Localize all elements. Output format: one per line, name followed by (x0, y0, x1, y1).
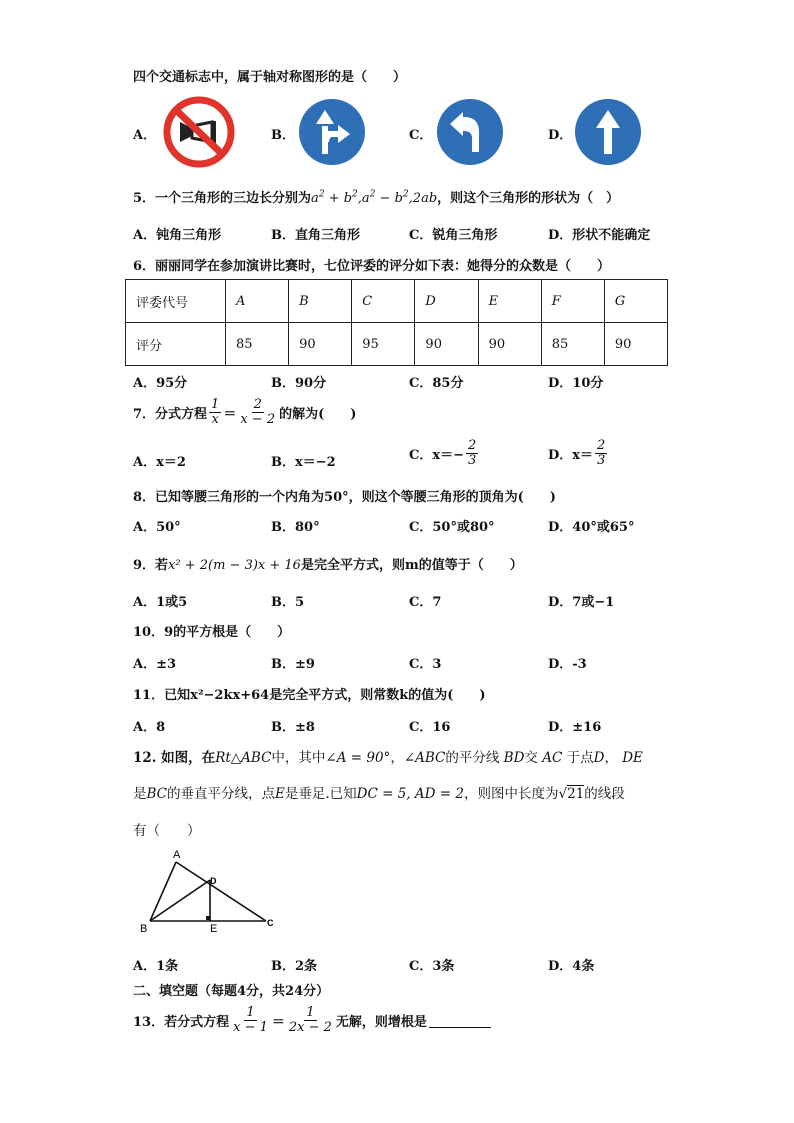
q10-stem: 10．9的平方根是（ ） (133, 625, 291, 640)
q9-stem: 9．若x² + 2(m − 3)x + 16是完全平方式，则m的值等于（ ） (133, 558, 523, 573)
no-horn-sign-icon (162, 96, 236, 168)
score-cell: 90 (604, 323, 667, 366)
q11-option-a: A．8 (133, 720, 166, 735)
judge-code: C (352, 280, 415, 323)
judge-code: D (415, 280, 478, 323)
q7-stem: 7．分式方程 $\frac{1}{x}$ ＝ $\frac{2}{x - 2}$ 的解为( ) (133, 397, 357, 427)
q12-stem-line-3: 有（ ） (133, 823, 201, 839)
straight-ahead-sign-icon (574, 98, 642, 166)
q10-option-d: D．-3 (548, 657, 587, 672)
q8-option-b: B．80° (271, 520, 320, 535)
q9-option-c: C．7 (409, 595, 442, 610)
q12-option-b: B．2条 (271, 959, 318, 974)
q7-option-c: C．x＝− $\frac{2}{3}$ (409, 438, 477, 468)
table-row (126, 280, 668, 323)
judge-code: B (289, 280, 352, 323)
q12-option-a: A．1条 (133, 959, 179, 974)
q9-option-d: D．7或−1 (548, 595, 615, 610)
q6-option-d: D．10分 (548, 376, 604, 391)
q6-option-c: C．85分 (409, 376, 464, 391)
score-table (125, 279, 668, 366)
q12-option-c: C．3条 (409, 959, 455, 974)
vertex-label-e: E (210, 923, 218, 935)
judge-code: G (604, 280, 667, 323)
table-row-label: 评分 (126, 323, 226, 366)
judge-code: F (541, 280, 604, 323)
judge-code: E (478, 280, 541, 323)
q8-stem: 8．已知等腰三角形的一个内角为50°，则这个等腰三角形的顶角为( ) (133, 490, 556, 505)
vertex-label-c: C (267, 918, 274, 928)
q8-option-a: A．50° (133, 520, 181, 535)
q5-option-c: C．锐角三角形 (409, 228, 498, 243)
q4-option-c: C． (409, 128, 433, 143)
score-cell: 85 (541, 323, 604, 366)
table-row (126, 323, 668, 366)
q11-option-d: D．±16 (548, 720, 602, 735)
q7-option-d: D．x＝ $\frac{2}{3}$ (548, 438, 606, 468)
q6-stem: 6．丽丽同学在参加演讲比赛时，七位评委的评分如下表：她得分的众数是（ ） (133, 259, 611, 274)
q7-option-a: A．x＝2 (133, 455, 186, 470)
answer-blank[interactable] (429, 1013, 491, 1028)
left-turn-sign-icon (436, 98, 504, 166)
score-cell: 90 (478, 323, 541, 366)
score-cell: 90 (289, 323, 352, 366)
q4-option-b: B． (271, 128, 295, 143)
straight-or-right-turn-sign-icon (298, 98, 366, 166)
q11-option-b: B．±8 (271, 720, 315, 735)
judge-code: A (226, 280, 289, 323)
q4-option-a: A． (133, 128, 157, 143)
q11-stem: 11．已知x²−2kx+64是完全平方式，则常数k的值为( ) (133, 688, 486, 703)
triangle-figure (133, 846, 283, 936)
q7-option-b: B．x＝−2 (271, 455, 336, 470)
score-cell: 90 (415, 323, 478, 366)
vertex-label-b: B (140, 923, 148, 935)
q11-option-c: C．16 (409, 720, 451, 735)
q9-option-a: A．1或5 (133, 595, 188, 610)
q5-stem: 5．一个三角形的三边长分别为$a^2 + b^2,a^2 - b^2,2ab$，则这个三角形的形状为（ ） (133, 189, 620, 206)
vertex-label-a: A (173, 849, 181, 861)
q10-option-b: B．±9 (271, 657, 315, 672)
q4-option-d: D． (548, 128, 573, 143)
q10-option-a: A．±3 (133, 657, 177, 672)
q5-option-a: A．钝角三角形 (133, 228, 222, 243)
q12-stem-line-1: 12. 如图，在Rt△ABC中，其中∠A = 90°，∠ABC的平分线 BD交 AC 于点D， DE (133, 750, 643, 766)
q4-stem: 四个交通标志中，属于轴对称图形的是（ ） (133, 70, 407, 85)
q5-option-d: D．形状不能确定 (548, 228, 651, 243)
q13-stem: 13．若分式方程 $\frac{1}{x - 1}$ ＝ $\frac{1}{2x - 2}$ 无解，则增根是 (133, 1006, 491, 1034)
q8-option-c: C．50°或80° (409, 520, 495, 535)
q6-option-b: B．90分 (271, 376, 327, 391)
score-cell: 95 (352, 323, 415, 366)
score-cell: 85 (226, 323, 289, 366)
q10-option-c: C．3 (409, 657, 442, 672)
q8-option-d: D．40°或65° (548, 520, 635, 535)
q9-option-b: B．5 (271, 595, 305, 610)
table-header-label: 评委代号 (126, 280, 226, 323)
q6-option-a: A．95分 (133, 376, 188, 391)
q12-option-d: D．4条 (548, 959, 595, 974)
vertex-label-d: D (210, 876, 217, 886)
q5-option-b: B．直角三角形 (271, 228, 360, 243)
q12-stem-line-2: 是BC的垂直平分线，点E是垂足.已知DC = 5, AD = 2，则图中长度为√21的线段 (133, 786, 625, 802)
section-heading: 二、填空题（每题4分，共24分） (133, 984, 330, 999)
